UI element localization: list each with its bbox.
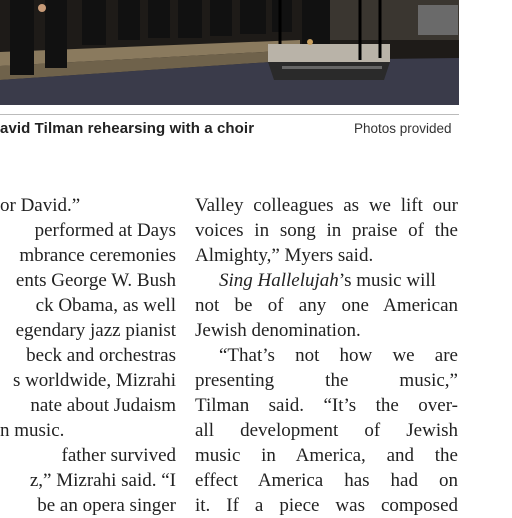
article-line: Tilman said. “It’s the over- (195, 395, 458, 416)
article-line: it. If a piece was composed (195, 495, 458, 516)
article-line: ents George W. Bush (15, 270, 176, 291)
article-line: all development of Jewish (195, 420, 458, 441)
article-line: beck and orchestras (26, 345, 176, 366)
choir-photo-illustration (0, 0, 459, 105)
article-line: z,” Mizrahi said. “I (29, 470, 176, 491)
article-line: presenting the music,” (195, 370, 458, 391)
article-line: music in America, and the (195, 445, 458, 466)
caption-divider (0, 114, 459, 115)
article-line: mbrance ceremonies (19, 245, 176, 266)
article-line: Almighty,” Myers said. (195, 245, 374, 266)
article-line: ck Obama, as well (35, 295, 176, 316)
choir-photo (0, 0, 459, 105)
article-line: voices in song in praise of the (195, 220, 458, 241)
article-line: or David.” (0, 195, 81, 216)
article-line: Jewish denomination. (195, 320, 361, 341)
article-line: effect America has had on (195, 470, 458, 491)
photo-caption: avid Tilman rehearsing with a choir (0, 120, 255, 137)
article-line: be an opera singer (37, 495, 176, 516)
article-line-text: ’s music will (338, 270, 436, 291)
article-line: father survived (61, 445, 176, 466)
photo-credit: Photos provided (354, 121, 452, 136)
article-line: “That’s not how we are (219, 345, 458, 366)
article-line: Valley colleagues as we lift our (195, 195, 458, 216)
article-line: not be of any one American (195, 295, 458, 316)
article-line: n music. (0, 420, 65, 441)
article-line: egendary jazz pianist (15, 320, 176, 341)
book-title: Sing Hallelujah (219, 270, 339, 291)
article-line: s worldwide, Mizrahi (12, 370, 176, 391)
article-column-left (0, 193, 176, 518)
article-line: nate about Judaism (30, 395, 176, 416)
article-column-right (195, 193, 458, 518)
article-line (195, 268, 458, 293)
article-line: performed at Days (34, 220, 176, 241)
